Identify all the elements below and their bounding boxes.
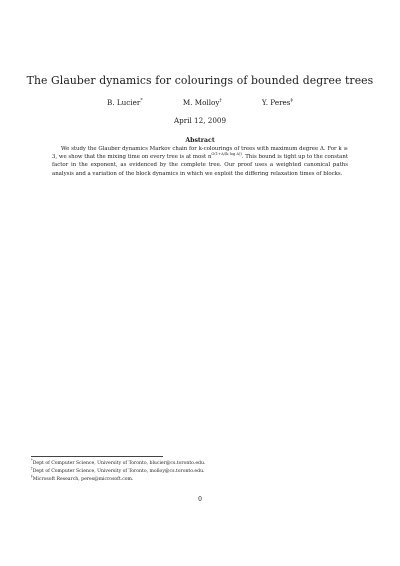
footnote-text: Dept of Computer Science, University of Toronto, molloy@cs.toronto.edu. [32,468,205,474]
footnote-divider [31,456,163,457]
paper-title: The Glauber dynamics for colourings of bounded degree trees [26,74,374,87]
author-footnote-mark: ‡ [290,97,293,104]
author-peres [262,98,293,107]
abstract-body [52,145,348,178]
footnote-mark: * [31,458,33,463]
author-list [0,98,400,107]
author-lucier [107,98,143,107]
author-footnote-mark: * [140,97,143,104]
author-name: B. Lucier [107,98,141,107]
author-footnote-mark: † [219,97,222,104]
abstract-heading: Abstract [185,137,215,144]
footnotes [31,460,331,483]
footnote-mark: † [31,466,33,471]
footnote-text: Microsoft Research, peres@microsoft.com. [32,476,134,482]
abstract-text-part2: . This bound is tight up to the constant factor in the exponent, as evidenced by the complete tree. Our proof uses a weighted canonical paths analysis and a variation of the block dynamics in which we exploit the differing relaxation times of blocks. [52,154,348,177]
page-number: 0 [198,496,202,503]
abstract-text-part1: We study the Glauber dynamics Markov chain for k-colourings of trees with maximum degree Δ. For k ≥ 3, we show that the mixing time on every tree is at most n [52,146,348,161]
author-molloy [183,98,222,107]
footnote-peres [31,476,331,484]
author-name: Y. Peres [261,98,291,107]
mixing-time-exponent: O(1+Δ/(k log Δ)) [211,152,242,157]
footnote-text: Dept of Computer Science, University of Toronto, blucier@cs.toronto.edu. [32,461,206,466]
author-name: M. Molloy [182,98,220,107]
paper-date: April 12, 2009 [173,116,227,125]
footnote-mark: ‡ [31,474,33,479]
